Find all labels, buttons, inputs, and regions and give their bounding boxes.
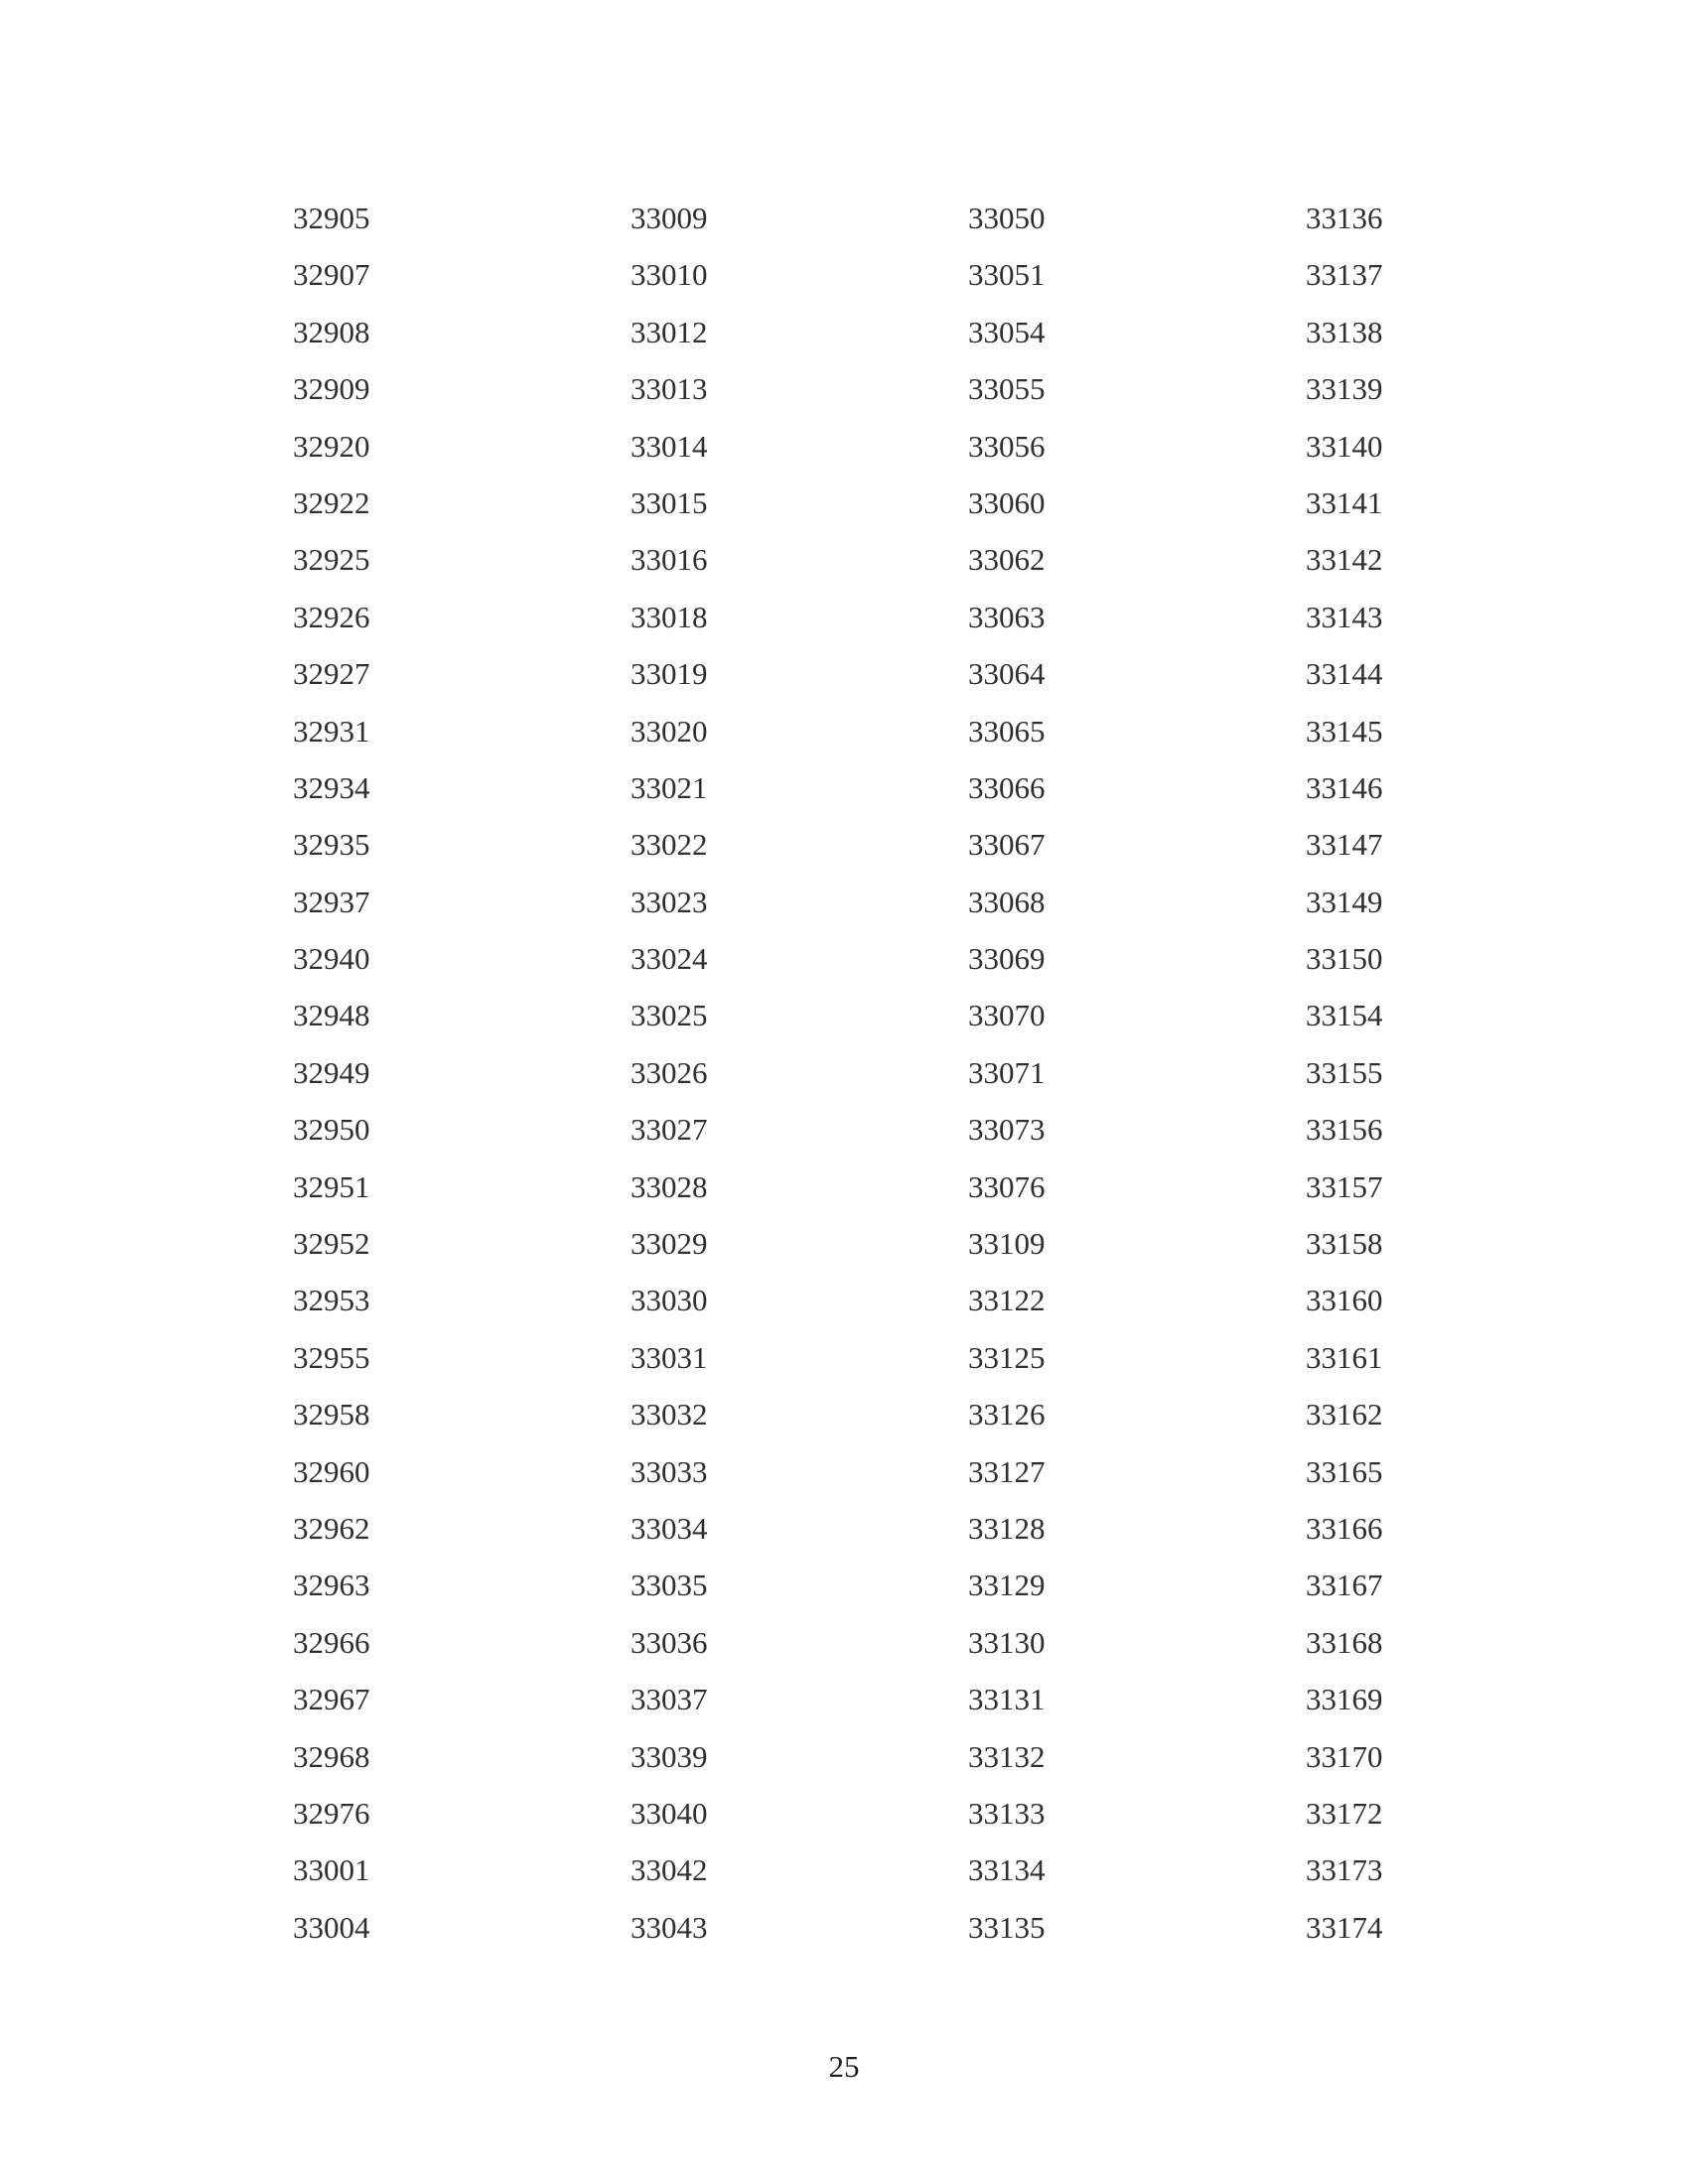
zip-code-entry: 33145 [1306,713,1383,749]
zip-code-entry: 33071 [968,1054,1046,1090]
zip-code-entry: 33023 [631,884,708,919]
zip-code-entry: 33019 [631,656,708,692]
zip-code-entry: 33125 [968,1339,1046,1375]
zip-code-entry: 32960 [293,1453,370,1489]
zip-code-entry: 33160 [1306,1283,1383,1318]
zip-code-entry: 33129 [968,1568,1046,1603]
zip-code-entry: 33136 [1306,201,1383,235]
zip-code-entry: 33144 [1306,656,1383,692]
zip-code-entry: 33054 [968,314,1046,349]
zip-code-entry: 33162 [1306,1397,1383,1433]
zip-code-entry: 33050 [968,201,1046,235]
zip-code-entry: 32934 [293,769,370,805]
zip-code-entry: 33128 [968,1510,1046,1546]
zip-code-entry: 33146 [1306,769,1383,805]
zip-code-entry: 32940 [293,941,370,977]
zip-code-entry: 33158 [1306,1226,1383,1262]
zip-code-entry: 32950 [293,1112,370,1148]
zip-code-entry: 33169 [1306,1682,1383,1717]
zip-code-entry: 32925 [293,542,370,578]
zip-code-entry: 33014 [631,428,708,464]
zip-code-entry: 32927 [293,656,370,692]
zip-code-entry: 32966 [293,1624,370,1660]
zip-code-entry: 33138 [1306,314,1383,349]
zip-code-entry: 33009 [631,201,708,235]
zip-code-entry: 33139 [1306,371,1383,407]
zip-code-entry: 33069 [968,941,1046,977]
zip-code-entry: 32949 [293,1054,370,1090]
zip-code-entry: 32909 [293,371,370,407]
zip-code-entry: 32955 [293,1339,370,1375]
zip-code-entry: 32926 [293,599,370,634]
zip-code-entry: 33170 [1306,1738,1383,1774]
zip-code-entry: 33167 [1306,1568,1383,1603]
zip-code-entry: 32920 [293,428,370,464]
zip-code-entry: 33035 [631,1568,708,1603]
zip-code-entry: 33016 [631,542,708,578]
zip-code-entry: 33068 [968,884,1046,919]
zip-code-entry: 33034 [631,1510,708,1546]
zip-code-entry: 33155 [1306,1054,1383,1090]
zip-code-entry: 33028 [631,1168,708,1204]
zip-code-entry: 33031 [631,1339,708,1375]
zip-code-entry: 33037 [631,1682,708,1717]
zip-code-entry: 33076 [968,1168,1046,1204]
zip-code-entry: 32962 [293,1510,370,1546]
zip-code-entry: 33063 [968,599,1046,634]
zip-code-entry: 33062 [968,542,1046,578]
zip-code-entry: 33043 [631,1909,708,1945]
zip-code-entry: 32937 [293,884,370,919]
zip-code-entry: 32958 [293,1397,370,1433]
zip-code-entry: 33161 [1306,1339,1383,1375]
zip-code-entry: 33064 [968,656,1046,692]
zip-code-entry: 33036 [631,1624,708,1660]
zip-code-entry: 33042 [631,1852,708,1888]
zip-code-entry: 33032 [631,1397,708,1433]
zip-code-entry: 33021 [631,769,708,805]
zip-code-entry: 33142 [1306,542,1383,578]
zip-code-entry: 33172 [1306,1795,1383,1831]
zip-code-entry: 33015 [631,484,708,520]
zip-code-entry: 33165 [1306,1453,1383,1489]
zip-code-entry: 32905 [293,201,370,235]
zip-code-entry: 33174 [1306,1909,1383,1945]
zip-code-entry: 33020 [631,713,708,749]
zip-code-entry: 33024 [631,941,708,977]
zip-code-entry: 32935 [293,827,370,863]
zip-code-entry: 32963 [293,1568,370,1603]
page-number: 25 [828,2049,860,2084]
zip-code-entry: 33013 [631,371,708,407]
zip-code-entry: 33001 [293,1852,370,1888]
zip-code-entry: 33149 [1306,884,1383,919]
zip-code-entry: 32907 [293,257,370,293]
zip-code-entry: 33022 [631,827,708,863]
zip-code-entry: 32976 [293,1795,370,1831]
zip-code-entry: 33122 [968,1283,1046,1318]
zip-code-entry: 32967 [293,1682,370,1717]
zip-code-entry: 33027 [631,1112,708,1148]
zip-code-entry: 32948 [293,998,370,1033]
zip-code-entry: 32953 [293,1283,370,1318]
zip-code-entry: 33133 [968,1795,1046,1831]
zip-code-entry: 33018 [631,599,708,634]
zip-code-entry: 33051 [968,257,1046,293]
zip-code-entry: 32931 [293,713,370,749]
zip-code-entry: 33004 [293,1909,370,1945]
zip-code-entry: 33060 [968,484,1046,520]
zip-code-entry: 33039 [631,1738,708,1774]
zip-code-entry: 32908 [293,314,370,349]
zip-code-entry: 33070 [968,998,1046,1033]
zip-code-entry: 33157 [1306,1168,1383,1204]
zip-code-entry: 32951 [293,1168,370,1204]
zip-code-entry: 33166 [1306,1510,1383,1546]
zip-code-entry: 33140 [1306,428,1383,464]
zip-code-entry: 33030 [631,1283,708,1318]
zip-code-entry: 33040 [631,1795,708,1831]
zip-code-entry: 33109 [968,1226,1046,1262]
zip-code-entry: 33025 [631,998,708,1033]
zip-code-entry: 33150 [1306,941,1383,977]
zip-code-entry: 33056 [968,428,1046,464]
zip-code-entry: 33135 [968,1909,1046,1945]
zip-code-entry: 32968 [293,1738,370,1774]
zip-code-entry: 33029 [631,1226,708,1262]
zip-code-entry: 32922 [293,484,370,520]
zip-code-entry: 33143 [1306,599,1383,634]
zip-code-list [293,195,1405,1961]
zip-code-entry: 33168 [1306,1624,1383,1660]
zip-code-entry: 33173 [1306,1852,1383,1888]
zip-code-entry: 33147 [1306,827,1383,863]
zip-code-entry: 33026 [631,1054,708,1090]
zip-code-entry: 32952 [293,1226,370,1262]
zip-code-entry: 33073 [968,1112,1046,1148]
zip-code-entry: 33012 [631,314,708,349]
zip-code-entry: 33127 [968,1453,1046,1489]
zip-code-entry: 33010 [631,257,708,293]
zip-code-entry: 33132 [968,1738,1046,1774]
zip-code-entry: 33055 [968,371,1046,407]
zip-code-entry: 33134 [968,1852,1046,1888]
zip-code-entry: 33067 [968,827,1046,863]
zip-code-entry: 33156 [1306,1112,1383,1148]
zip-code-entry: 33131 [968,1682,1046,1717]
zip-code-entry: 33033 [631,1453,708,1489]
zip-code-entry: 33066 [968,769,1046,805]
zip-code-entry: 33126 [968,1397,1046,1433]
zip-code-entry: 33130 [968,1624,1046,1660]
zip-code-entry: 33137 [1306,257,1383,293]
zip-code-entry: 33154 [1306,998,1383,1033]
zip-code-entry: 33141 [1306,484,1383,520]
zip-code-entry: 33065 [968,713,1046,749]
